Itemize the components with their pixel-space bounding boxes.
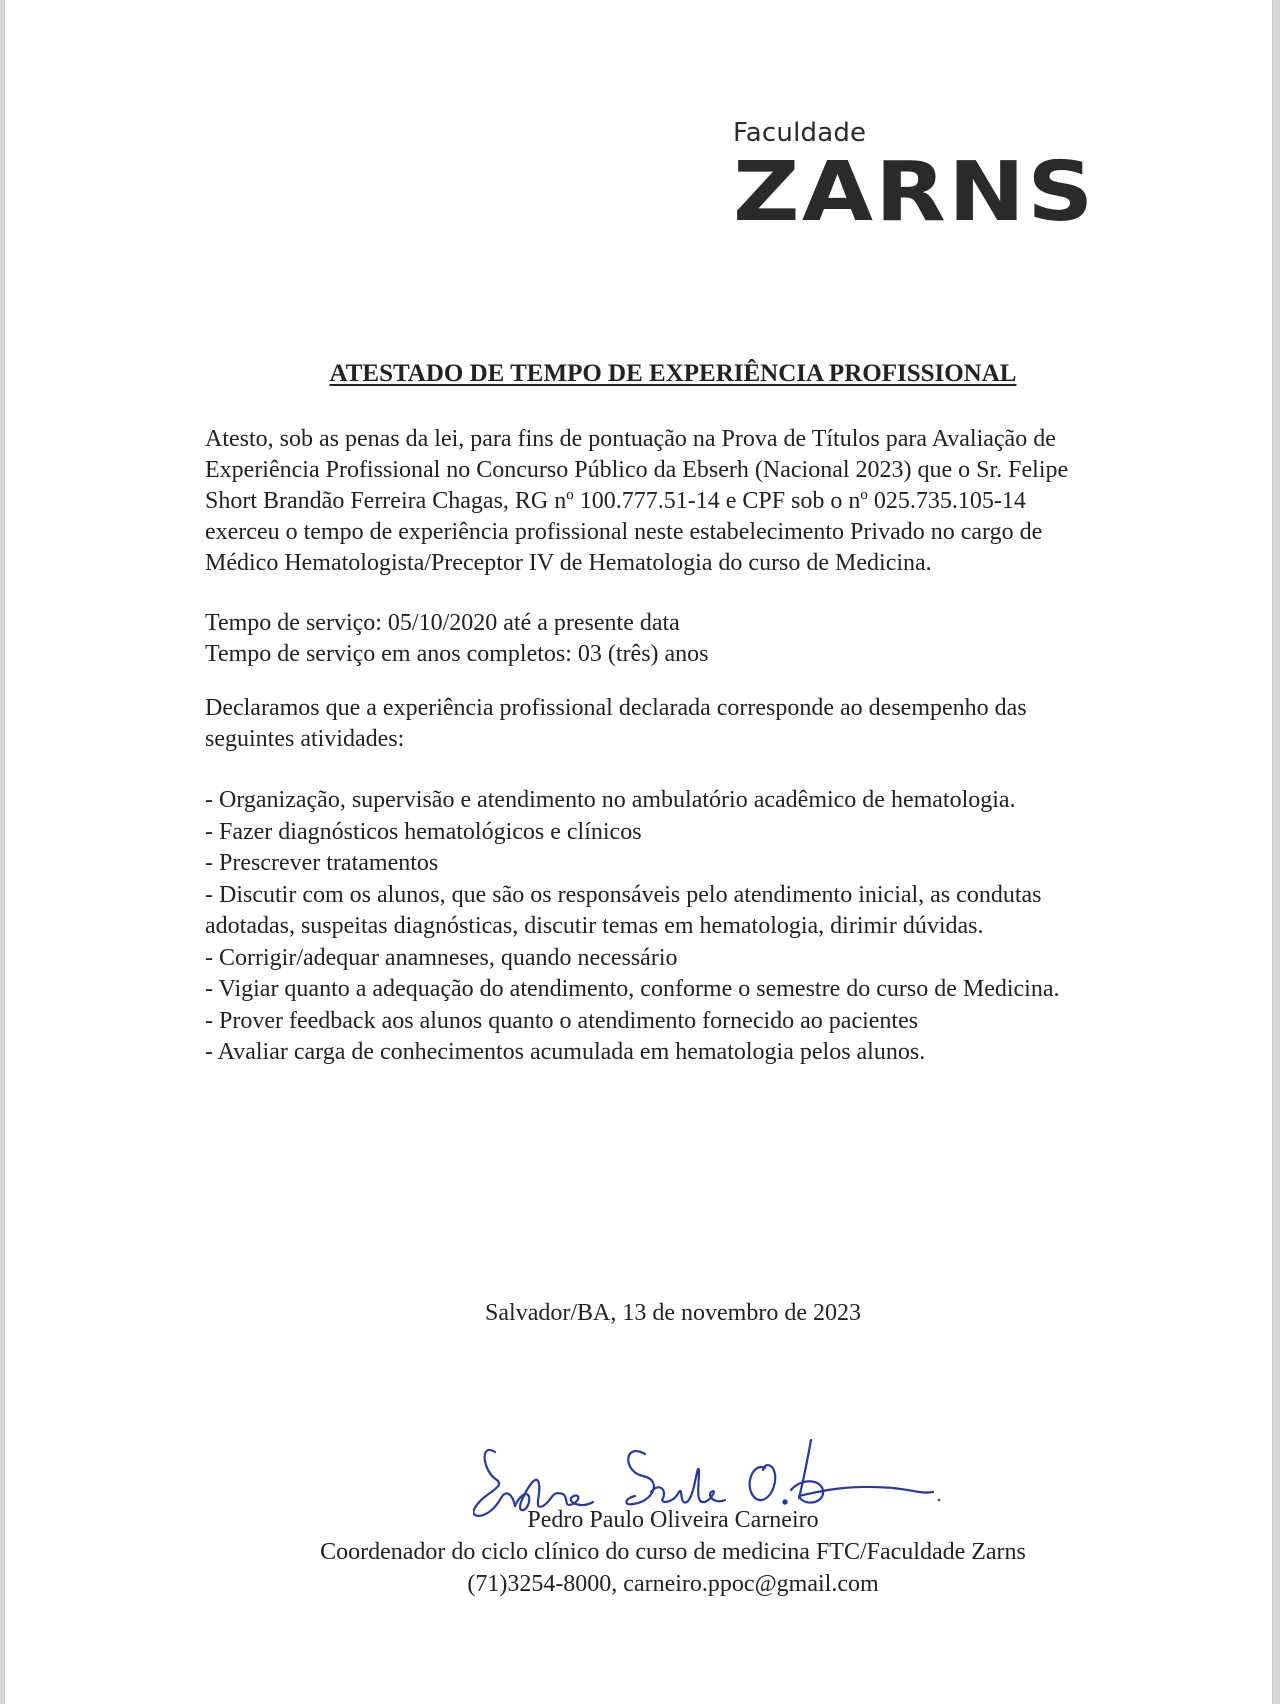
- intro-line: Short Brandão Ferreira Chagas, RG nº 100.777.51-14 e CPF sob o nº 025.735.105-14: [205, 488, 1026, 514]
- document-page: [4, 0, 1273, 1704]
- logo-line-faculdade: Faculdade: [733, 118, 867, 148]
- declaration-line: seguintes atividades:: [205, 726, 405, 752]
- activity-item: - Organização, supervisão e atendimento no ambulatório acadêmico de hematologia.: [205, 787, 1016, 813]
- activity-item: - Fazer diagnósticos hematológicos e clínicos: [205, 818, 642, 845]
- intro-paragraph: [205, 424, 1141, 579]
- service-years: Tempo de serviço em anos completos: 03 (três) anos: [205, 641, 709, 667]
- document-title: ATESTADO DE TEMPO DE EXPERIÊNCIA PROFISSIONAL: [329, 360, 1017, 387]
- service-time-block: [205, 608, 1141, 670]
- intro-line: Experiência Profissional no Concurso Público da Ebserh (Nacional 2023) que o Sr. Felipe: [205, 457, 1069, 483]
- activity-item: - Avaliar carga de conhecimentos acumulada em hematologia pelos alunos.: [205, 1039, 926, 1065]
- activity-item: - Corrigir/adequar anamneses, quando necessário: [205, 944, 678, 971]
- declaration-line: Declaramos que a experiência profissional declarada corresponde ao desempenho das: [205, 695, 1027, 721]
- activity-item: - Vigiar quanto a adequação do atendimento, conforme o semestre do curso de Medicina.: [205, 976, 1060, 1002]
- intro-line: Atesto, sob as penas da lei, para fins de pontuação na Prova de Títulos para Avaliação de: [205, 426, 1056, 452]
- activity-item: - Prover feedback aos alunos quanto o atendimento fornecido ao pacientes: [205, 1007, 919, 1034]
- signer-name: Pedro Paulo Oliveira Carneiro: [527, 1507, 819, 1533]
- activity-item-continuation: adotadas, suspeitas diagnósticas, discutir temas em hematologia, dirimir dúvidas.: [205, 913, 984, 939]
- activities-list: [205, 785, 1141, 1069]
- service-period: Tempo de serviço: 05/10/2020 até a presente data: [205, 610, 680, 636]
- signer-role: Coordenador do ciclo clínico do curso de medicina FTC/Faculdade Zarns: [320, 1539, 1026, 1565]
- place-and-date: Salvador/BA, 13 de novembro de 2023: [485, 1300, 861, 1326]
- intro-line: exerceu o tempo de experiência profissional neste estabelecimento Privado no cargo de: [205, 519, 1043, 545]
- activity-item: - Prescrever tratamentos: [205, 850, 439, 876]
- signature-block: [205, 1504, 1141, 1600]
- intro-line: Médico Hematologista/Preceptor IV de Hematologia do curso de Medicina.: [205, 550, 932, 576]
- faculdade-zarns-logo: [733, 118, 1096, 240]
- signer-contact: (71)3254-8000, carneiro.ppoc@gmail.com: [467, 1571, 879, 1597]
- declaration-paragraph: [205, 693, 1141, 755]
- activity-item: - Discutir com os alunos, que são os responsáveis pelo atendimento inicial, as condutas: [205, 881, 1042, 908]
- logo-line-zarns: ZARNS: [733, 145, 1096, 240]
